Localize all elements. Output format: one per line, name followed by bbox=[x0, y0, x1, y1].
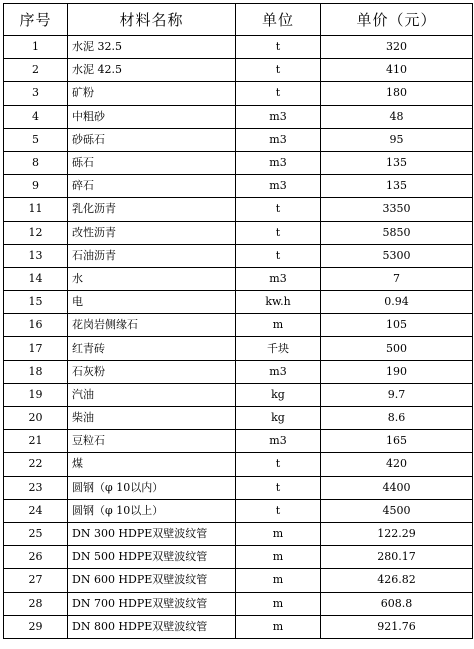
unit-cell: m3 bbox=[236, 128, 321, 151]
material-name-cell: 水泥 32.5 bbox=[68, 36, 236, 59]
serial-number-cell: 11 bbox=[4, 198, 68, 221]
material-name-cell: DN 300 HDPE双壁波纹管 bbox=[68, 522, 236, 545]
material-name-cell: DN 600 HDPE双壁波纹管 bbox=[68, 569, 236, 592]
serial-number-cell: 20 bbox=[4, 407, 68, 430]
unit-cell: m bbox=[236, 522, 321, 545]
unit-cell: m3 bbox=[236, 430, 321, 453]
unit-cell: m3 bbox=[236, 360, 321, 383]
table-row bbox=[4, 291, 473, 314]
unit-price-cell: 180 bbox=[321, 82, 473, 105]
table-row bbox=[4, 128, 473, 151]
unit-price-cell: 608.8 bbox=[321, 592, 473, 615]
material-name-cell: DN 700 HDPE双壁波纹管 bbox=[68, 592, 236, 615]
unit-cell: m3 bbox=[236, 151, 321, 174]
serial-number-cell: 1 bbox=[4, 36, 68, 59]
table-row bbox=[4, 383, 473, 406]
unit-price-cell: 5300 bbox=[321, 244, 473, 267]
material-name-cell: 煤 bbox=[68, 453, 236, 476]
serial-number-cell: 17 bbox=[4, 337, 68, 360]
table-row bbox=[4, 175, 473, 198]
unit-cell: m bbox=[236, 592, 321, 615]
table-row bbox=[4, 337, 473, 360]
unit-cell: t bbox=[236, 59, 321, 82]
unit-price-cell: 280.17 bbox=[321, 546, 473, 569]
header-serial-number: 序号 bbox=[4, 4, 68, 36]
serial-number-cell: 25 bbox=[4, 522, 68, 545]
material-name-cell: 水泥 42.5 bbox=[68, 59, 236, 82]
table-row bbox=[4, 476, 473, 499]
material-name-cell: 石油沥青 bbox=[68, 244, 236, 267]
serial-number-cell: 13 bbox=[4, 244, 68, 267]
unit-cell: m bbox=[236, 615, 321, 638]
header-material-name: 材料名称 bbox=[68, 4, 236, 36]
unit-price-cell: 0.94 bbox=[321, 291, 473, 314]
material-name-cell: 碎石 bbox=[68, 175, 236, 198]
serial-number-cell: 23 bbox=[4, 476, 68, 499]
unit-cell: t bbox=[236, 476, 321, 499]
serial-number-cell: 14 bbox=[4, 267, 68, 290]
serial-number-cell: 28 bbox=[4, 592, 68, 615]
unit-price-cell: 190 bbox=[321, 360, 473, 383]
table-row bbox=[4, 360, 473, 383]
serial-number-cell: 3 bbox=[4, 82, 68, 105]
unit-cell: t bbox=[236, 244, 321, 267]
unit-price-cell: 105 bbox=[321, 314, 473, 337]
material-name-cell: 汽油 bbox=[68, 383, 236, 406]
unit-price-cell: 320 bbox=[321, 36, 473, 59]
unit-cell: t bbox=[236, 198, 321, 221]
material-name-cell: 改性沥青 bbox=[68, 221, 236, 244]
table-row bbox=[4, 36, 473, 59]
unit-price-cell: 3350 bbox=[321, 198, 473, 221]
table-row bbox=[4, 59, 473, 82]
unit-cell: m bbox=[236, 546, 321, 569]
unit-cell: m3 bbox=[236, 105, 321, 128]
serial-number-cell: 19 bbox=[4, 383, 68, 406]
table-row bbox=[4, 151, 473, 174]
serial-number-cell: 18 bbox=[4, 360, 68, 383]
serial-number-cell: 2 bbox=[4, 59, 68, 82]
unit-cell: t bbox=[236, 36, 321, 59]
table-row bbox=[4, 267, 473, 290]
unit-price-cell: 9.7 bbox=[321, 383, 473, 406]
table-row bbox=[4, 244, 473, 267]
table-row bbox=[4, 592, 473, 615]
material-name-cell: 中粗砂 bbox=[68, 105, 236, 128]
unit-cell: t bbox=[236, 499, 321, 522]
header-unit: 单位 bbox=[236, 4, 321, 36]
serial-number-cell: 21 bbox=[4, 430, 68, 453]
material-name-cell: DN 800 HDPE双壁波纹管 bbox=[68, 615, 236, 638]
table-row bbox=[4, 615, 473, 638]
material-name-cell: 矿粉 bbox=[68, 82, 236, 105]
material-name-cell: 石灰粉 bbox=[68, 360, 236, 383]
serial-number-cell: 24 bbox=[4, 499, 68, 522]
table-row bbox=[4, 314, 473, 337]
table-row bbox=[4, 105, 473, 128]
material-name-cell: 砾石 bbox=[68, 151, 236, 174]
unit-cell: m3 bbox=[236, 267, 321, 290]
unit-price-cell: 7 bbox=[321, 267, 473, 290]
table-row bbox=[4, 82, 473, 105]
unit-cell: m bbox=[236, 569, 321, 592]
table-row bbox=[4, 569, 473, 592]
header-unit-price: 单价（元） bbox=[321, 4, 473, 36]
unit-price-cell: 426.82 bbox=[321, 569, 473, 592]
unit-price-cell: 95 bbox=[321, 128, 473, 151]
unit-cell: m bbox=[236, 314, 321, 337]
material-name-cell: 乳化沥青 bbox=[68, 198, 236, 221]
unit-price-cell: 122.29 bbox=[321, 522, 473, 545]
header-row bbox=[4, 4, 473, 36]
material-name-cell: 红青砖 bbox=[68, 337, 236, 360]
serial-number-cell: 5 bbox=[4, 128, 68, 151]
unit-price-cell: 921.76 bbox=[321, 615, 473, 638]
serial-number-cell: 9 bbox=[4, 175, 68, 198]
unit-cell: t bbox=[236, 453, 321, 476]
serial-number-cell: 22 bbox=[4, 453, 68, 476]
unit-cell: kg bbox=[236, 383, 321, 406]
table-header bbox=[4, 4, 473, 36]
table-body bbox=[4, 36, 473, 639]
material-name-cell: DN 500 HDPE双壁波纹管 bbox=[68, 546, 236, 569]
unit-cell: kw.h bbox=[236, 291, 321, 314]
material-price-table bbox=[3, 3, 473, 639]
unit-price-cell: 135 bbox=[321, 175, 473, 198]
serial-number-cell: 15 bbox=[4, 291, 68, 314]
material-name-cell: 柴油 bbox=[68, 407, 236, 430]
unit-price-cell: 48 bbox=[321, 105, 473, 128]
serial-number-cell: 16 bbox=[4, 314, 68, 337]
material-name-cell: 圆钢（φ 10以上） bbox=[68, 499, 236, 522]
unit-cell: 千块 bbox=[236, 337, 321, 360]
material-name-cell: 圆钢（φ 10以内） bbox=[68, 476, 236, 499]
material-name-cell: 水 bbox=[68, 267, 236, 290]
unit-price-cell: 135 bbox=[321, 151, 473, 174]
material-name-cell: 电 bbox=[68, 291, 236, 314]
material-name-cell: 砂砾石 bbox=[68, 128, 236, 151]
unit-price-cell: 500 bbox=[321, 337, 473, 360]
unit-cell: t bbox=[236, 221, 321, 244]
serial-number-cell: 12 bbox=[4, 221, 68, 244]
serial-number-cell: 26 bbox=[4, 546, 68, 569]
unit-price-cell: 5850 bbox=[321, 221, 473, 244]
unit-price-cell: 4500 bbox=[321, 499, 473, 522]
material-name-cell: 花岗岩侧缘石 bbox=[68, 314, 236, 337]
table-row bbox=[4, 430, 473, 453]
table-row bbox=[4, 453, 473, 476]
serial-number-cell: 29 bbox=[4, 615, 68, 638]
table-row bbox=[4, 221, 473, 244]
table-row bbox=[4, 522, 473, 545]
table-row bbox=[4, 546, 473, 569]
table-row bbox=[4, 198, 473, 221]
material-name-cell: 豆粒石 bbox=[68, 430, 236, 453]
table-row bbox=[4, 499, 473, 522]
serial-number-cell: 4 bbox=[4, 105, 68, 128]
unit-cell: kg bbox=[236, 407, 321, 430]
serial-number-cell: 27 bbox=[4, 569, 68, 592]
unit-price-cell: 8.6 bbox=[321, 407, 473, 430]
unit-cell: t bbox=[236, 82, 321, 105]
unit-price-cell: 4400 bbox=[321, 476, 473, 499]
unit-price-cell: 420 bbox=[321, 453, 473, 476]
unit-price-cell: 165 bbox=[321, 430, 473, 453]
serial-number-cell: 8 bbox=[4, 151, 68, 174]
unit-cell: m3 bbox=[236, 175, 321, 198]
unit-price-cell: 410 bbox=[321, 59, 473, 82]
table-row bbox=[4, 407, 473, 430]
